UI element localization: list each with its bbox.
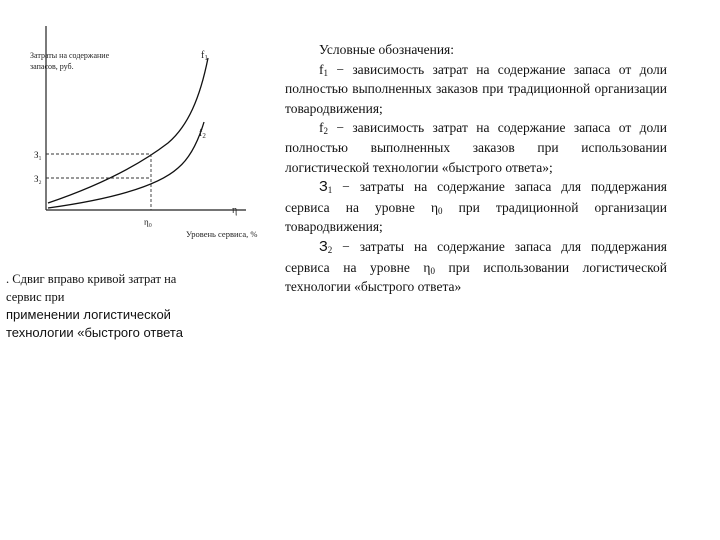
legend-text <box>285 40 667 297</box>
legend-title: Условные обозначения: <box>319 42 455 57</box>
cost-curve-chart <box>18 18 273 253</box>
x-axis-symbol: η <box>232 205 238 216</box>
y-axis-label-line2: запасов, руб. <box>30 62 74 71</box>
caption-line-1: . Сдвиг вправо кривой затрат на <box>6 272 177 286</box>
y-marker-z2: З₂ <box>34 174 42 184</box>
y-axis-label-line1: Затраты на содержание <box>30 51 110 60</box>
caption-line-2: сервис при <box>6 290 65 304</box>
curve-f1 <box>48 58 208 203</box>
caption-line-4: технологии «быстрого ответа <box>6 325 183 340</box>
series-label-f1: $f_1$ <box>201 50 208 62</box>
y-marker-z1: З₁ <box>34 150 42 160</box>
legend-item-z2: $З_2$ − затраты на содержание запаса для поддержания сервиса на уровне $\eta_0$ при использовании логистической технологии «быстрого ответа» <box>285 238 667 295</box>
figure-caption <box>6 270 221 342</box>
x-axis-label: Уровень сервиса, % <box>186 229 258 239</box>
x-marker-eta0: η₀ <box>144 217 152 227</box>
legend-item-f2: $f_2$ − зависимость затрат на содержание запаса от доли полностью выполненных заказов при использовании логистической технологии «быстрого ответа»; <box>285 120 667 175</box>
legend-item-z1: $З_1$ − затраты на содержание запаса для поддержания сервиса на уровне $\eta_0$ при традиционной организации товародвижения; <box>285 179 667 235</box>
series-label-f2: $f_2$ <box>199 128 206 140</box>
legend-item-f1: $f_1$ − зависимость затрат на содержание запаса от доли полностью выполненных заказов при традиционной организации товародвижения; <box>285 61 667 116</box>
caption-line-3: применении логистической <box>6 307 171 322</box>
